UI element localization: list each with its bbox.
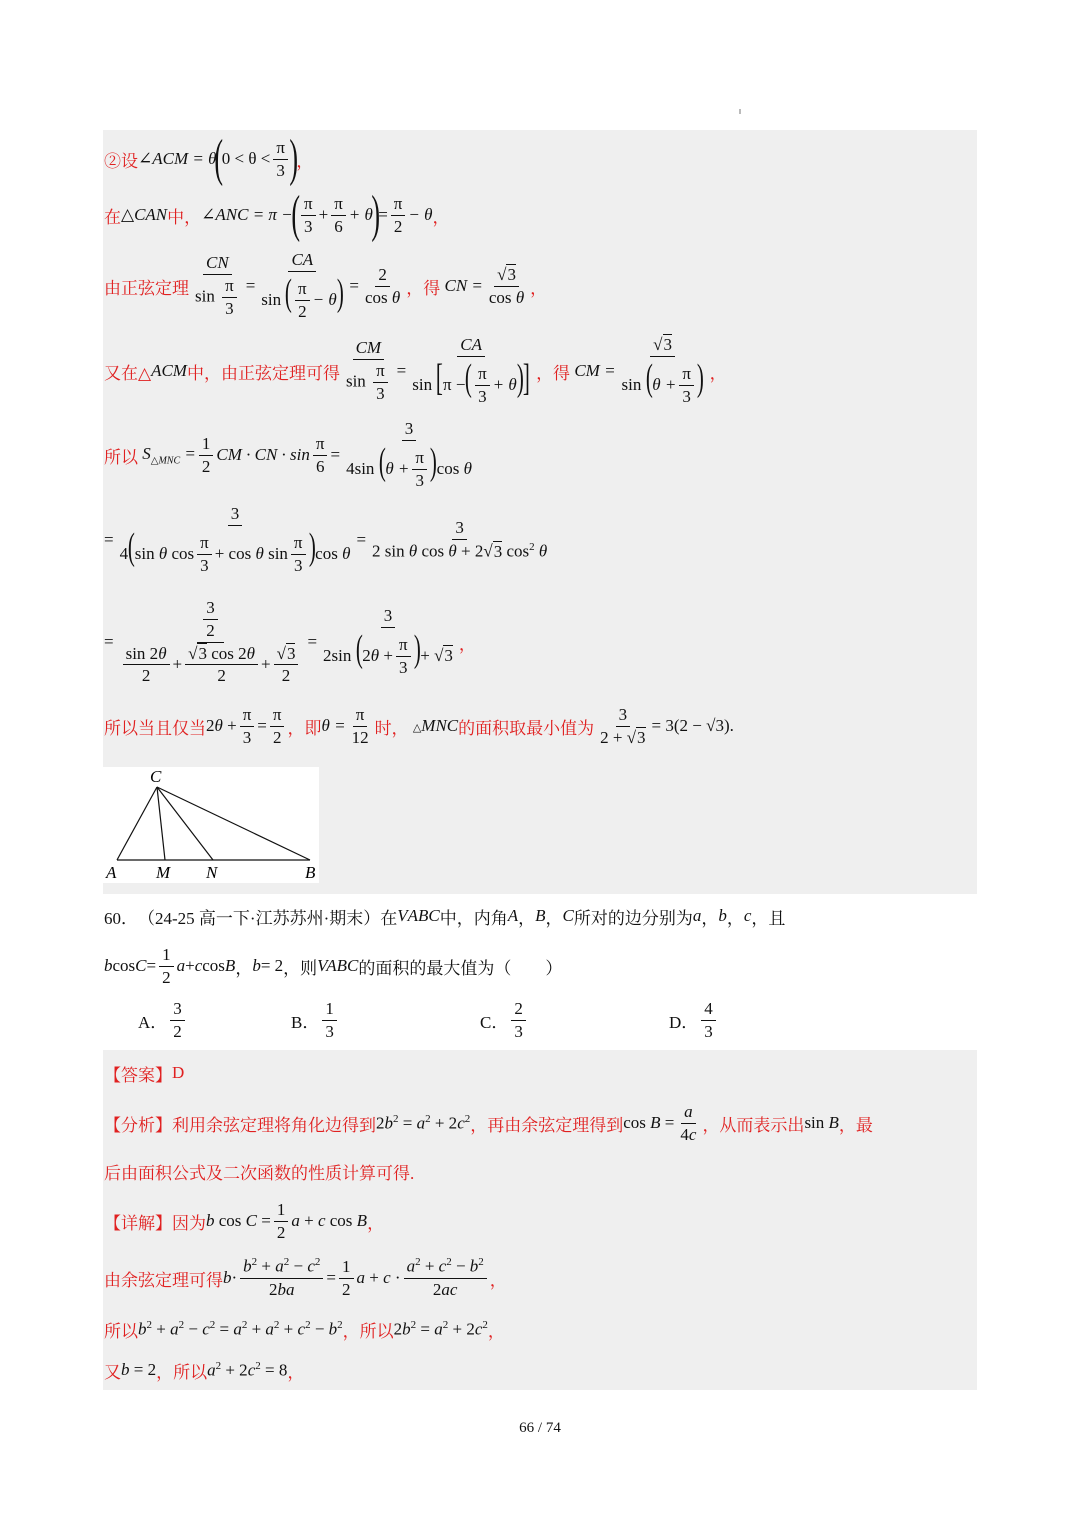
math-expr: △CAN (121, 205, 168, 224)
detail-text: 又 (104, 1362, 121, 1382)
segment-cb (157, 787, 310, 860)
text: 在 (104, 207, 121, 227)
option-d[interactable] (669, 1000, 719, 1041)
text: ，即 (287, 718, 322, 738)
analysis-text: ，从而表示出 (702, 1115, 805, 1135)
detail-label: 【详解】 (104, 1213, 172, 1233)
math-expr: = (378, 205, 388, 224)
question-text: 所对的边分别为 (573, 908, 693, 928)
math-expr: ACM (151, 361, 187, 380)
label-c: C (150, 767, 162, 786)
answer-label: 【答案】 (104, 1065, 172, 1085)
option-label: D． (669, 1012, 699, 1032)
solution-line-2: 在 △CAN 中， ∠ANC = π − ( $\frac{\pi}{3}$ + $\frac{\pi}{6}$ + θ ) = $\frac{\pi}{2}$ − θ ， (104, 186, 450, 243)
question-text: ，且 (751, 908, 786, 928)
analysis-text: ，再由余弦定理得到 (470, 1115, 624, 1135)
question-text: 中，内角 (439, 908, 508, 928)
analysis-line-2 (104, 1156, 414, 1186)
label-a: A (106, 863, 117, 882)
detail-line-1: 【详解】 因为 b cos C = $\frac{1}{2}$ a + c cos B ， (104, 1199, 385, 1242)
paren: ) (289, 130, 298, 187)
question-number: 60． (104, 908, 138, 928)
answer-line (104, 1058, 184, 1088)
solution-line-1: ②设 ∠ACM = θ ( 0 < θ < $\frac{\pi}{3}$ ) ， (104, 130, 314, 187)
option-num: 1 (322, 1000, 337, 1021)
fraction: $\frac{\pi}{3}$ (273, 139, 288, 180)
analysis-label: 【分析】 (104, 1115, 172, 1135)
text: 又在△ (104, 363, 152, 383)
question-text: 的面积的最大值为（ ） (358, 958, 563, 978)
math-expr: ∠ACM = θ (138, 149, 217, 168)
analysis-text: 利用余弦定理将角化边得到 (172, 1115, 376, 1135)
label-n: N (206, 863, 218, 882)
option-a[interactable] (138, 1000, 188, 1041)
segment-cm (157, 787, 165, 860)
solution-line-4: 又在△ ACM 中，由正弦定理可得 CM sin $\frac{\pi}{3}$ = CA sin [π −( $\frac{\pi}{3}$ + θ)] ，得 CM = √3 sin (θ + $\frac{\pi}{3}$ ) ， (104, 334, 727, 407)
option-label: A． (138, 1012, 168, 1032)
math-expr: ∠ANC = π − (201, 205, 293, 224)
step-label: ②设 (104, 151, 138, 171)
question-source: （24-25 高一下·江苏苏州·期末）在 (138, 908, 398, 928)
page-number: 66 / 74 (519, 1420, 561, 1436)
option-num: 3 (170, 1000, 185, 1021)
option-num: 4 (701, 1000, 716, 1021)
text: 时， (374, 718, 409, 738)
option-label: C． (480, 1012, 509, 1032)
solution-line-7: = $\frac{3}{2}$ $\frac{\sin 2\theta}{2}$ + $\frac{√3 \cos 2\theta}{2}$ + $\frac{√3}{2}$ = 3 2sin (2θ + $\frac{\pi}{3}$ )+ √3 ， (104, 597, 476, 686)
detail-text: ，所以 (156, 1362, 208, 1382)
option-num: 2 (511, 1000, 526, 1021)
triangle-figure (103, 767, 319, 883)
label-m: M (156, 863, 171, 882)
solution-line-6: = 3 4(sin θ cos $\frac{\pi}{3}$ + cos θ sin $\frac{\pi}{3}$ )cos θ = $\frac{3}{2 \sin \theta \cos \theta + 2√3 \cos^2 \theta}$ (104, 503, 548, 576)
text: 所以 (104, 447, 138, 467)
text: 中，由正弦定理可得 (186, 363, 340, 383)
detail-line-2: 由余弦定理可得 b · $\frac{b^2 + a^2 - c^2}{2ba}$ = $\frac{1}{2}$ a + c · $\frac{a^2 + c^2 - b^2}{2ac}$ ， (104, 1256, 507, 1299)
option-den: 3 (325, 1021, 334, 1041)
segment-cn (157, 787, 213, 860)
option-b[interactable] (291, 1000, 340, 1041)
text: 的面积取最小值为 (458, 718, 595, 738)
detail-text: 所以 (104, 1321, 138, 1341)
question-line-1: 60． （24-25 高一下·江苏苏州·期末）在 V ABC 中，内角 A ， B ， C 所对的边分别为 a ， b ， c ，且 (104, 900, 785, 932)
segment-ca (117, 787, 157, 860)
paren: ( (214, 130, 224, 187)
text: 由正弦定理 (104, 278, 189, 298)
answer-value: D (172, 1063, 185, 1082)
detail-line-4: 又 b = 2 ，所以 $a^2 + 2c^2 = 8$ ， (104, 1355, 304, 1385)
detail-text: 因为 (172, 1213, 206, 1233)
text: ，得 (406, 278, 441, 298)
option-den: 3 (514, 1021, 523, 1041)
triangle-diagram (103, 767, 319, 883)
text: 所以当且仅当 (104, 718, 206, 738)
question-text: ， (235, 958, 253, 978)
page-mark (739, 109, 741, 114)
option-c[interactable] (480, 1000, 529, 1041)
option-label: B． (291, 1012, 320, 1032)
label-b: B (305, 863, 316, 882)
math-expr: 0 < θ < (221, 149, 271, 168)
detail-text: 由余弦定理可得 (104, 1270, 223, 1290)
solution-line-3: 由正弦定理 CN sin $\frac{\pi}{3}$ = CA sin ( $\frac{\pi}{2}$ − θ) = $\frac{2}{\text{cos θ}}$ ，得 CN = $\frac{√3}{\text{cos θ}}$ ， (104, 249, 548, 322)
math-expr: − θ (408, 205, 433, 224)
detail-text: ，所以 (342, 1321, 394, 1341)
text: ，得 (536, 363, 571, 383)
solution-line-8: 所以当且仅当 2θ + $\frac{\pi}{3}$ = $\frac{\pi}{2}$ ，即 θ = $\frac{\pi}{12}$ 时， △MNC 的面积取最小值为 $\frac{3}{2 + √3}$ = 3(2 − √3). (104, 704, 734, 747)
solution-line-5: 所以 $S_{\triangle MNC}$ = $\frac{1}{2}$ CM · CN · sin $\frac{\pi}{6}$ = 3 4sin (θ + $\frac{\pi}{3}$ )cos θ (104, 418, 472, 491)
analysis-line-1: 【分析】 利用余弦定理将角化边得到 $2b^2 = a^2 + 2c^2$ ，再由余弦定理得到 cos B = $\frac{a}{4c}$ ，从而表示出 sin B ，最 (104, 1101, 873, 1144)
question-text: ，则 (283, 958, 318, 978)
analysis-text: 后由面积公式及二次函数的性质计算可得. (104, 1163, 415, 1183)
option-den: 2 (173, 1021, 182, 1041)
math-expr: = 3(2 − √3). (651, 716, 734, 735)
option-den: 3 (704, 1021, 713, 1041)
question-line-2: b cos C = $\frac{1}{2}$ a + c cos B ， b = 2 ，则 VABC 的面积的最大值为（ ） (104, 944, 563, 987)
analysis-text: ，最 (838, 1115, 873, 1135)
text: 中， (167, 207, 202, 227)
detail-line-3: 所以 $b^2 + a^2 - c^2 = a^2 + a^2 + c^2 - b^2$ ，所以 $2b^2 = a^2 + 2c^2$ ， (104, 1314, 505, 1344)
